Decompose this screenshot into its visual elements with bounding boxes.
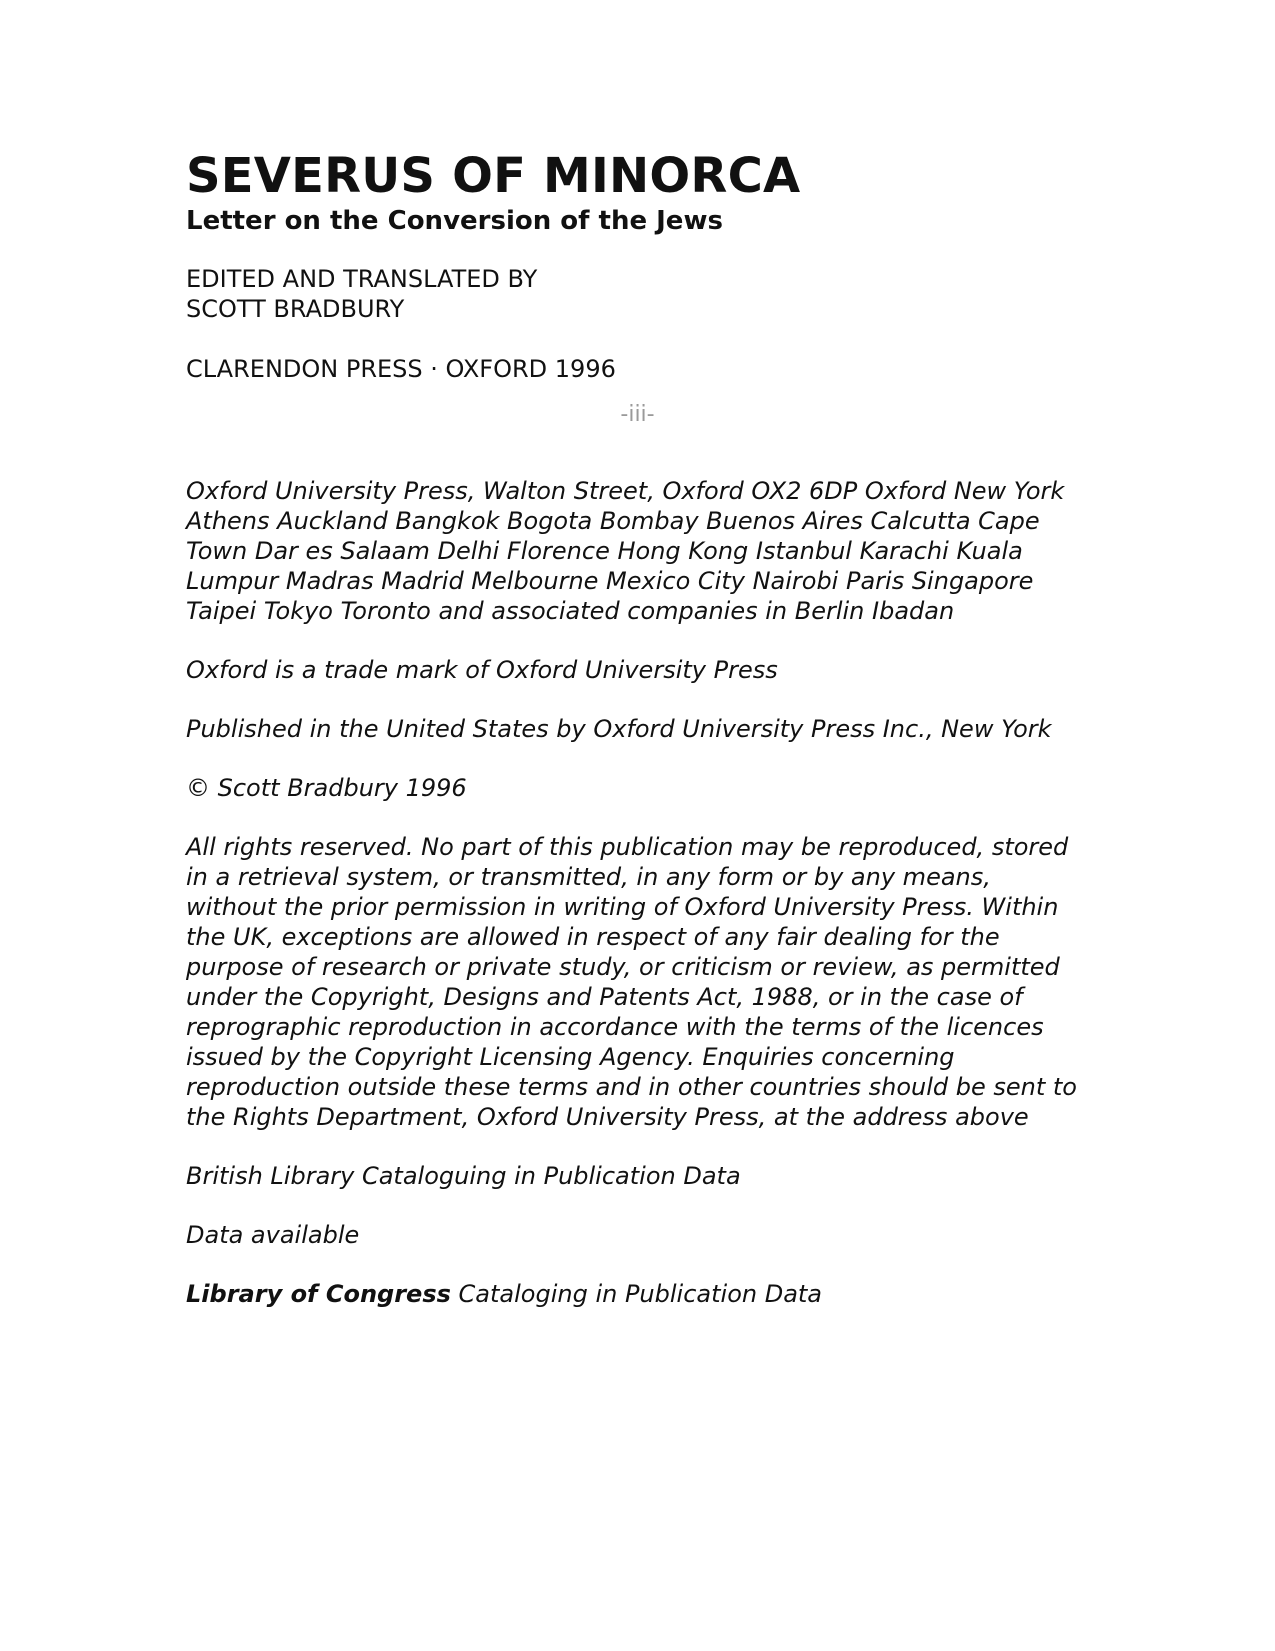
- editor-block: [186, 264, 1086, 324]
- book-title: SEVERUS OF MINORCA: [186, 148, 801, 204]
- editor-line-2: SCOTT BRADBURY: [186, 295, 405, 323]
- rights-notice: All rights reserved. No part of this publication may be reproduced, stored in a retrieval system, or transmitted, in any form or by any means, without the prior permission in writing of Oxford University Press. Within the UK, exceptions are allowed in respect of any fair dealing for the purpose of research or private study, or criticism or review, as permitted under the Copyright, Designs and Patents Act, 1988, or in the case of reprographic reproduction in accordance with the terms of the licences issued by the Copyright Licensing Agency. Enquiries concerning reproduction outside these terms and in other countries should be sent to the Rights Department, Oxford University Press, at the address above: [186, 833, 1077, 1131]
- copyright-notice: © Scott Bradbury 1996: [186, 774, 467, 802]
- publisher-line: CLARENDON PRESS · OXFORD 1996: [186, 355, 616, 383]
- page-number: -iii-: [620, 402, 655, 427]
- publisher-cities: Oxford University Press, Walton Street, Oxford OX2 6DP Oxford New York Athens Auckland Bangkok Bogota Bombay Buenos Aires Calcutta Cape Town Dar es Salaam Delhi Florence Hong Kong Istanbul Karachi Kuala Lumpur Madras Madrid Melbourne Mexico City Nairobi Paris Singapore Taipei Tokyo Toronto and associated companies in Berlin Ibadan: [186, 477, 1065, 625]
- loc-cataloging: [186, 1279, 1086, 1309]
- loc-cataloging-rest: Cataloging in Publication Data: [450, 1280, 823, 1308]
- data-available: Data available: [186, 1221, 360, 1249]
- copyright-page: [186, 476, 1086, 1338]
- editor-line-1: EDITED AND TRANSLATED BY: [186, 265, 538, 293]
- us-publication-notice: Published in the United States by Oxford University Press Inc., New York: [186, 715, 1052, 743]
- bl-cataloguing: British Library Cataloguing in Publication Data: [186, 1162, 741, 1190]
- trademark-notice: Oxford is a trade mark of Oxford University Press: [186, 656, 778, 684]
- loc-cataloging-bold: Library of Congress: [186, 1280, 451, 1308]
- book-subtitle: Letter on the Conversion of the Jews: [186, 206, 723, 236]
- title-page: [186, 148, 1086, 384]
